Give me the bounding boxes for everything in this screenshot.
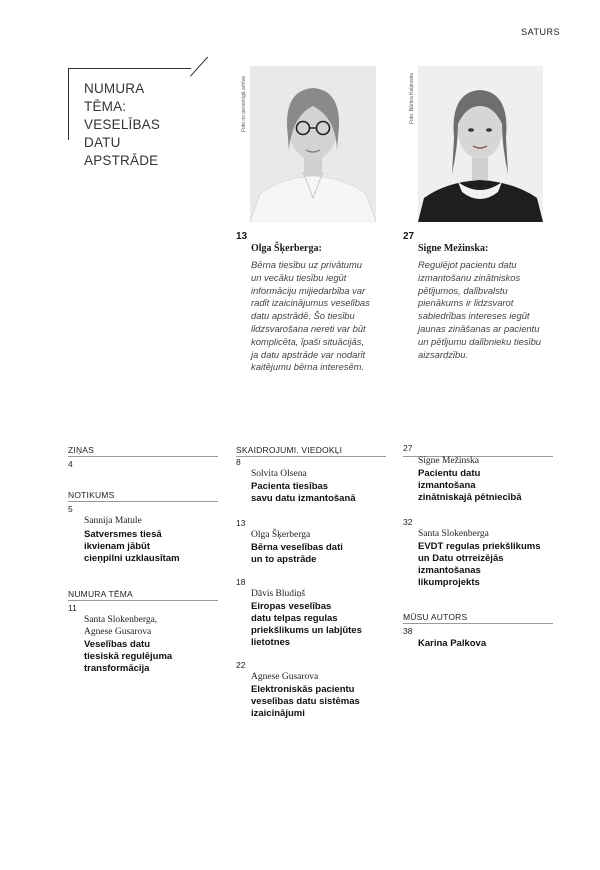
toc-page-number[interactable]: 8 bbox=[236, 457, 241, 467]
feature-page-number[interactable]: 13 bbox=[236, 231, 248, 242]
toc-article-title[interactable]: Elektroniskās pacientu veselības datu sistēmas izaicinājumi bbox=[251, 684, 360, 719]
toc-section-zinas: ZIŅAS bbox=[68, 445, 95, 455]
toc-page-number[interactable]: 32 bbox=[403, 517, 413, 527]
toc-author: Sannija Matule bbox=[84, 516, 142, 526]
toc-article-title[interactable]: Bērna veselības dati un to apstrāde bbox=[251, 542, 343, 565]
author-photo-olga bbox=[250, 66, 376, 222]
toc-author: Olga Šķerberga bbox=[251, 530, 311, 540]
toc-page-number[interactable]: 5 bbox=[68, 504, 73, 514]
feature-quote: Bērna tiesību uz privātumu un vecāku tiesību iegūt informāciju mijiedarbība var radīt izaicinājumus veselības datu apstrādē. Šo tiesību līdzsvarošana nereti var būt komplicēta, īpaši situācijās, ja datu apstrāde var nodarīt kaitējumu bērna interesēm. bbox=[251, 259, 370, 373]
frame-line-vertical bbox=[68, 68, 69, 140]
toc-page-number[interactable]: 11 bbox=[68, 603, 77, 613]
portrait-illustration bbox=[418, 66, 543, 222]
toc-author: Signe Mežinska bbox=[418, 456, 479, 466]
toc-page-number[interactable]: 4 bbox=[68, 459, 73, 469]
toc-article-title[interactable]: Karina Palkova bbox=[418, 638, 487, 649]
toc-article-title[interactable]: Satversmes tiesā ikvienam jābūt cieņpilni uzklausītam bbox=[84, 529, 180, 564]
toc-article-title[interactable]: EVDT regulas priekšlikums un Datu otrreizējās izmantošanas likumprojekts bbox=[418, 541, 541, 588]
toc-article-title[interactable]: Pacientu datu izmantošana zinātniskajā pētniecībā bbox=[418, 468, 522, 503]
toc-author: Solvita Olsena bbox=[251, 469, 307, 479]
toc-page-number[interactable]: 13 bbox=[236, 518, 246, 528]
feature-quote: Regulējot pacientu datu izmantošanu zinātniskos pētījumos, dalībvalstu pienākums ir līdzsvarot sabiedrības intereses iegūt jaunas zināšanas ar pacientu un pētījumu dalībnieku tiesību aizsardzību. bbox=[418, 259, 541, 360]
divider bbox=[68, 456, 218, 457]
toc-author: Dāvis Bludiņš bbox=[251, 589, 306, 599]
divider bbox=[68, 501, 218, 502]
portrait-illustration bbox=[250, 66, 376, 222]
feature-author-name: Signe Mežinska: bbox=[418, 243, 489, 254]
toc-page-number[interactable]: 38 bbox=[403, 626, 413, 636]
author-photo-signe bbox=[418, 66, 543, 222]
toc-page-number[interactable]: 18 bbox=[236, 577, 246, 587]
toc-article-title[interactable]: Veselības datu tiesiskā regulējuma transformācija bbox=[84, 639, 173, 674]
issue-theme-title: NUMURA TĒMA: VESELĪBAS DATU APSTRĀDE bbox=[84, 81, 161, 168]
toc-article-title[interactable]: Pacienta tiesības savu datu izmantošanā bbox=[251, 481, 356, 504]
toc-author: Agnese Gusarova bbox=[251, 672, 319, 682]
toc-article-title[interactable]: Eiropas veselības datu telpas regulas priekšlikums un labjūtes lietotnes bbox=[251, 601, 362, 648]
toc-section-musu-autors: MŪSU AUTORS bbox=[403, 612, 468, 622]
divider bbox=[403, 623, 553, 624]
toc-section-numura-tema: NUMURA TĒMA bbox=[68, 589, 133, 599]
issue-theme-box bbox=[68, 68, 188, 168]
toc-section-skaidrojumi: SKAIDROJUMI. VIEDOKĻI bbox=[236, 445, 343, 455]
toc-section-notikums: NOTIKUMS bbox=[68, 490, 115, 500]
feature-author-name: Olga Šķerberga: bbox=[251, 243, 322, 254]
toc-page-number[interactable]: 27 bbox=[403, 443, 413, 453]
divider bbox=[68, 600, 218, 601]
frame-line-diagonal bbox=[190, 57, 208, 77]
toc-author: Santa Slokenberga bbox=[418, 529, 489, 539]
photo-credit: Foto no personīgā arhīva bbox=[241, 76, 247, 132]
divider bbox=[236, 456, 386, 457]
photo-credit: Foto: Bārbra Kotjevska bbox=[409, 73, 415, 124]
feature-page-number[interactable]: 27 bbox=[403, 231, 415, 242]
toc-page-number[interactable]: 22 bbox=[236, 660, 246, 670]
frame-line-horizontal bbox=[68, 68, 191, 69]
toc-author: Santa Slokenberga, Agnese Gusarova bbox=[84, 615, 158, 637]
section-header: SATURS bbox=[521, 27, 560, 37]
